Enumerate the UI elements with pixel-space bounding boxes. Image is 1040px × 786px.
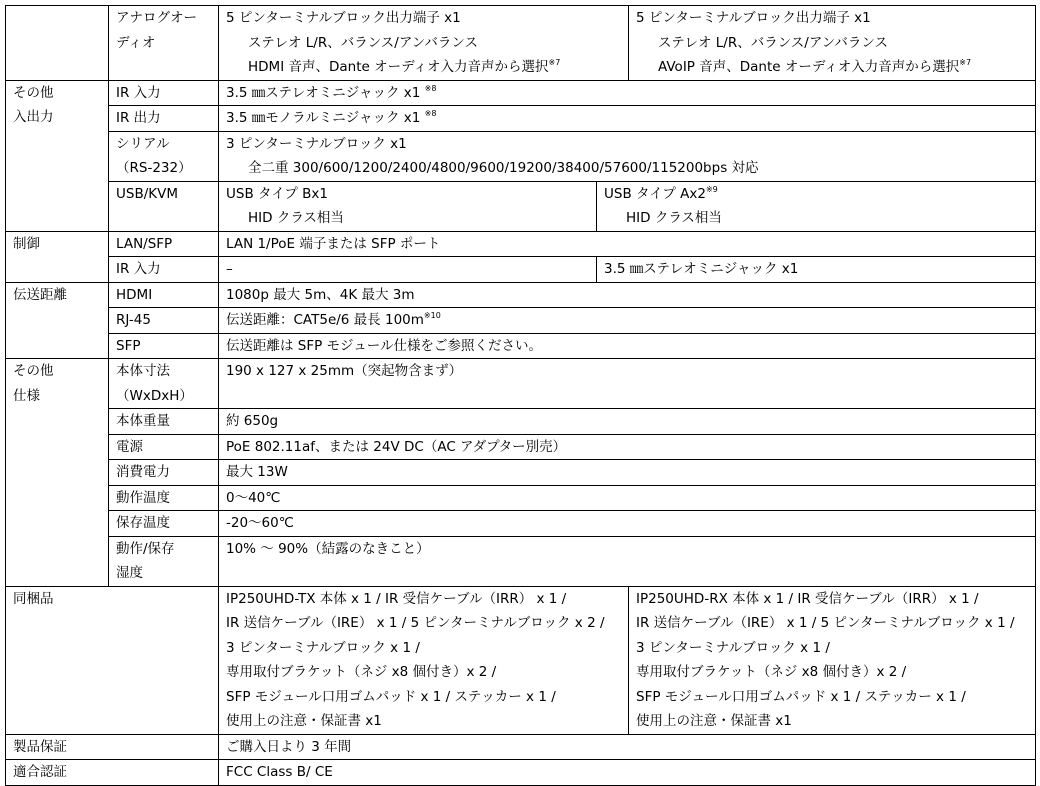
value-storage-temp: -20～60℃ xyxy=(219,511,1036,537)
value-weight: 約 650g xyxy=(219,409,1036,435)
control-ir-rx: 3.5 ㎜ステレオミニジャック x1 xyxy=(597,257,1036,283)
row-bundled xyxy=(6,586,1036,734)
value-ir-output: 3.5 ㎜モノラルミニジャック x1 $^{※8}$ xyxy=(219,106,1036,132)
label-consumption: 消費電力 xyxy=(109,460,219,486)
value-sfp: 伝送距離は SFP モジュール仕様をご参照ください。 xyxy=(219,333,1036,359)
bundled-rx: IP250UHD-RX 本体 x 1 / IR 受信ケーブル（IRR） x 1 / IR 送信ケーブル（IRE） x 1 / 5 ピンターミナルブロック x 1 / 3 ピンターミナルブロック x 1 / 専用取付ブラケット（ネジ x8 個付き）x 2 / SFP モジュール口用ゴムパッド x 1 / ステッカー x 1 / 使用上の注意・保証書 x1 xyxy=(629,586,1036,734)
row-storage-temp xyxy=(6,511,1036,537)
row-certification xyxy=(6,760,1036,786)
label-usb-kvm: USB/KVM xyxy=(109,181,219,231)
row-serial xyxy=(6,131,1036,181)
row-weight xyxy=(6,409,1036,435)
category-control: 制御 xyxy=(6,231,109,282)
footnote-ref: ※7 xyxy=(959,58,972,67)
value-rj45: 伝送距離：CAT5e/6 最長 $100m^{※10}$ xyxy=(219,308,1036,334)
bundled-tx: IP250UHD-TX 本体 x 1 / IR 受信ケーブル（IRR） x 1 / IR 送信ケーブル（IRE） x 1 / 5 ピンターミナルブロック x 2 / 3 ピンターミナルブロック x 1 / 専用取付ブラケット（ネジ x8 個付き）x 2 / SFP モジュール口用ゴムパッド x 1 / ステッカー x 1 / 使用上の注意・保証書 x1 xyxy=(219,586,629,734)
row-consumption xyxy=(6,460,1036,486)
value-op-temp: 0～40℃ xyxy=(219,485,1036,511)
label-lan-sfp: LAN/SFP xyxy=(109,231,219,257)
row-rj45-distance xyxy=(6,308,1036,334)
row-warranty xyxy=(6,734,1036,760)
row-sfp-distance xyxy=(6,333,1036,359)
value-hdmi: 1080p 最大 5m、4K 最大 3m xyxy=(219,282,1036,308)
footnote-ref: ※9 xyxy=(705,184,718,194)
label-control-ir: IR 入力 xyxy=(109,257,219,283)
label-serial: シリアル （RS-232） xyxy=(109,131,219,181)
value-serial: 3 ピンターミナルブロック x1 全二重 300/600/1200/2400/4800/9600/19200/38400/57600/115200bps 対応 xyxy=(219,131,1036,181)
label-power: 電源 xyxy=(109,434,219,460)
footnote-ref: ※8 xyxy=(424,83,437,93)
label-analog-audio: アナログオー ディオ xyxy=(109,6,219,81)
category-cell xyxy=(6,6,109,81)
label-op-temp: 動作温度 xyxy=(109,485,219,511)
label-rj45: RJ-45 xyxy=(109,308,219,334)
row-size xyxy=(6,359,1036,409)
value-power: PoE 802.11af、または 24V DC（AC アダプター別売） xyxy=(219,434,1036,460)
category-bundled: 同梱品 xyxy=(6,586,219,734)
footnote-ref: ※10 xyxy=(423,311,441,320)
usb-rx: USB タイプ Ax2$^{※9}$ HID クラス相当 xyxy=(597,181,1036,231)
value-certification: FCC Class B/ CE xyxy=(219,760,1036,786)
label-storage-temp: 保存温度 xyxy=(109,511,219,537)
label-sfp: SFP xyxy=(109,333,219,359)
row-analog-audio xyxy=(6,6,1036,81)
category-warranty: 製品保証 xyxy=(6,734,219,760)
analog-audio-tx: 5 ピンターミナルブロック出力端子 x1 ステレオ L/R、バランス/アンバランス HDMI 音声、Dante オーディオ入力音声から選択$^{※7}$ xyxy=(219,6,629,81)
footnote-ref: ※8 xyxy=(424,109,437,118)
category-certification: 適合認証 xyxy=(6,760,219,786)
label-ir-input: IR 入力 xyxy=(109,80,219,106)
value-consumption: 最大 13W xyxy=(219,460,1036,486)
label-size: 本体寸法 （WxDxH） xyxy=(109,359,219,409)
row-hdmi-distance xyxy=(6,282,1036,308)
value-humidity: 10% ～ 90%（結露のなきこと） xyxy=(219,536,1036,586)
row-lan-sfp xyxy=(6,231,1036,257)
category-distance: 伝送距離 xyxy=(6,282,109,359)
spec-table xyxy=(5,5,1036,786)
row-ir-output xyxy=(6,106,1036,132)
row-usb-kvm xyxy=(6,181,1036,231)
row-power xyxy=(6,434,1036,460)
row-control-ir xyxy=(6,257,1036,283)
value-ir-input: 3.5 ㎜ステレオミニジャック x1 $^{※8}$ xyxy=(219,80,1036,106)
footnote-ref: ※7 xyxy=(548,58,561,67)
row-ir-input xyxy=(6,80,1036,106)
value-lan-sfp: LAN 1/PoE 端子または SFP ポート xyxy=(219,231,1036,257)
analog-audio-rx: 5 ピンターミナルブロック出力端子 x1 ステレオ L/R、バランス/アンバランス AVoIP 音声、Dante オーディオ入力音声から選択$^{※7}$ xyxy=(629,6,1036,81)
value-warranty: ご購入日より 3 年間 xyxy=(219,734,1036,760)
value-size: 190 x 127 x 25mm（突起物含まず） xyxy=(219,359,1036,409)
category-other-io: その他 入出力 xyxy=(6,80,109,231)
label-humidity: 動作/保存 湿度 xyxy=(109,536,219,586)
label-hdmi: HDMI xyxy=(109,282,219,308)
label-weight: 本体重量 xyxy=(109,409,219,435)
usb-tx: USB タイプ Bx1 HID クラス相当 xyxy=(219,181,597,231)
label-ir-output: IR 出力 xyxy=(109,106,219,132)
category-other-spec: その他 仕様 xyxy=(6,359,109,587)
row-op-temp xyxy=(6,485,1036,511)
row-humidity xyxy=(6,536,1036,586)
control-ir-tx: – xyxy=(219,257,597,283)
